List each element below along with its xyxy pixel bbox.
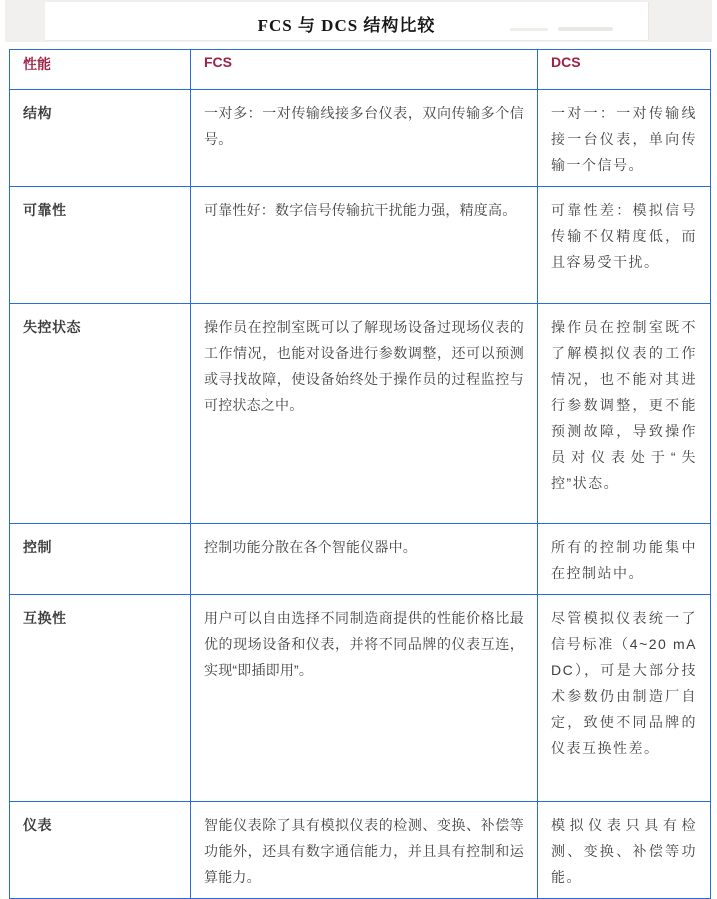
row-label: 结构 xyxy=(10,90,191,187)
scan-artifact-dash xyxy=(510,28,548,31)
title-banner xyxy=(5,0,712,42)
row-label: 互换性 xyxy=(10,595,191,802)
table-row xyxy=(10,802,711,899)
table-row xyxy=(10,304,711,524)
fcs-cell: 智能仪表除了具有模拟仪表的检测、变换、补偿等功能外，还具有数字通信能力，并且具有控制和运算能力。 xyxy=(191,802,538,899)
row-label: 控制 xyxy=(10,524,191,595)
comparison-table xyxy=(9,49,711,899)
table-row xyxy=(10,90,711,187)
table-row xyxy=(10,187,711,304)
table-header-row xyxy=(10,50,711,90)
row-label: 仪表 xyxy=(10,802,191,899)
dcs-cell: 所有的控制功能集中在控制站中。 xyxy=(538,524,711,595)
dcs-cell: 操作员在控制室既不了解模拟仪表的工作情况，也不能对其进行参数调整，更不能预测故障，导致操作员对仪表处于“失控”状态。 xyxy=(538,304,711,524)
scan-artifact-dash xyxy=(558,27,613,31)
fcs-cell: 可靠性好：数字信号传输抗干扰能力强，精度高。 xyxy=(191,187,538,304)
dcs-cell: 模拟仪表只具有检测、变换、补偿等功能。 xyxy=(538,802,711,899)
dcs-cell: 一对一：一对传输线接一台仪表，单向传输一个信号。 xyxy=(538,90,711,187)
col-header-attribute: 性能 xyxy=(10,50,191,90)
dcs-cell: 可靠性差：模拟信号传输不仅精度低，而且容易受干扰。 xyxy=(538,187,711,304)
page-title: FCS 与 DCS 结构比较 xyxy=(257,16,436,35)
table-row xyxy=(10,595,711,802)
title-box xyxy=(45,2,649,41)
fcs-cell: 一对多：一对传输线接多台仪表，双向传输多个信号。 xyxy=(191,90,538,187)
row-label: 失控状态 xyxy=(10,304,191,524)
dcs-cell: 尽管模拟仪表统一了信号标准（4~20 mA DC），可是大部分技术参数仍由制造厂自定，致使不同品牌的仪表互换性差。 xyxy=(538,595,711,802)
row-label: 可靠性 xyxy=(10,187,191,304)
table-row xyxy=(10,524,711,595)
fcs-cell: 控制功能分散在各个智能仪器中。 xyxy=(191,524,538,595)
col-header-fcs: FCS xyxy=(191,50,538,90)
col-header-dcs: DCS xyxy=(538,50,711,90)
fcs-cell: 用户可以自由选择不同制造商提供的性能价格比最优的现场设备和仪表，并将不同品牌的仪表互连，实现“即插即用”。 xyxy=(191,595,538,802)
fcs-cell: 操作员在控制室既可以了解现场设备过现场仪表的工作情况，也能对设备进行参数调整，还可以预测或寻找故障，使设备始终处于操作员的过程监控与可控状态之中。 xyxy=(191,304,538,524)
